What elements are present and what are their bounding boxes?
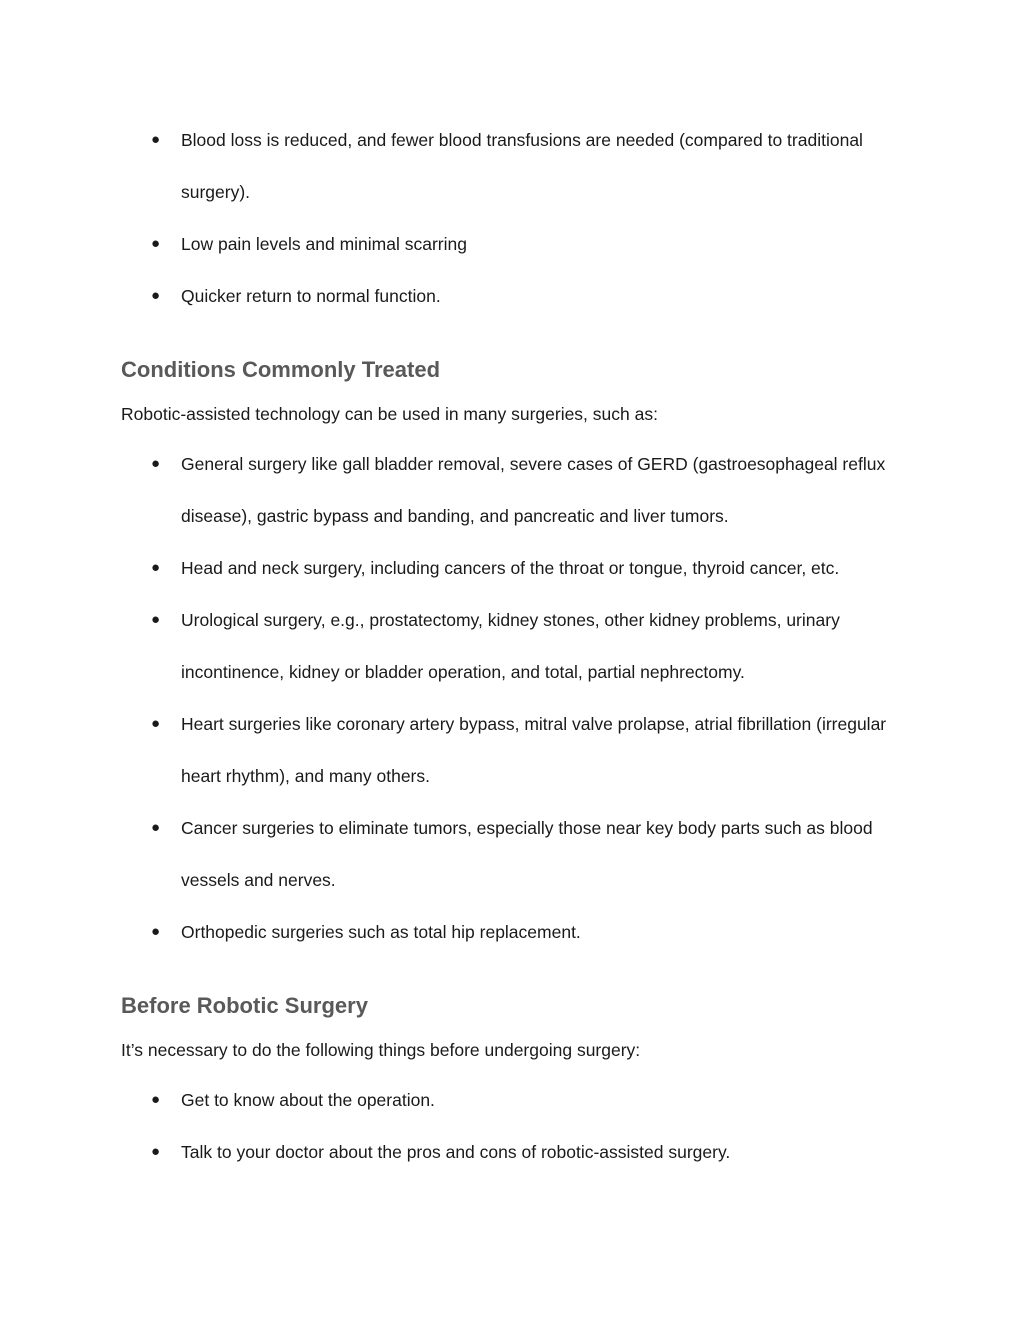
bullet-icon: ● <box>151 1091 161 1108</box>
list-item-text: Urological surgery, e.g., prostatectomy, kidney stones, other kidney problems, urinary incontinence, kidney or bladder operation, and total, partial nephrectomy. <box>181 610 840 682</box>
list-item-text: Blood loss is reduced, and fewer blood transfusions are needed (compared to traditional surgery). <box>181 130 863 202</box>
bullet-icon: ● <box>151 559 161 576</box>
list-item <box>121 218 911 270</box>
list-item-text: Head and neck surgery, including cancers of the throat or tongue, thyroid cancer, etc. <box>181 558 840 578</box>
bullet-icon: ● <box>151 923 161 940</box>
list-item-text: Orthopedic surgeries such as total hip replacement. <box>181 922 581 942</box>
bullet-icon: ● <box>151 235 161 252</box>
page-content <box>121 114 911 1178</box>
list-item <box>121 906 911 958</box>
list-item <box>121 1074 911 1126</box>
list-item <box>121 270 911 322</box>
conditions-heading: Conditions Commonly Treated <box>121 357 441 382</box>
before-heading: Before Robotic Surgery <box>121 993 368 1018</box>
list-item <box>121 698 911 802</box>
list-item <box>121 438 911 542</box>
bullet-icon: ● <box>151 287 161 304</box>
bullet-icon: ● <box>151 131 161 148</box>
benefits-list <box>121 114 911 322</box>
list-item <box>121 1126 911 1178</box>
bullet-icon: ● <box>151 819 161 836</box>
list-item <box>121 542 911 594</box>
bullet-icon: ● <box>151 455 161 472</box>
list-item-text: Heart surgeries like coronary artery bypass, mitral valve prolapse, atrial fibrillation (irregular heart rhythm), and many others. <box>181 714 887 786</box>
conditions-list <box>121 438 911 958</box>
conditions-intro: Robotic-assisted technology can be used in many surgeries, such as: <box>121 404 658 424</box>
bullet-icon: ● <box>151 715 161 732</box>
list-item-text: Cancer surgeries to eliminate tumors, especially those near key body parts such as blood vessels and nerves. <box>181 818 873 890</box>
bullet-icon: ● <box>151 611 161 628</box>
list-item-text: Talk to your doctor about the pros and cons of robotic-assisted surgery. <box>181 1142 731 1162</box>
list-item-text: Get to know about the operation. <box>181 1090 435 1110</box>
bullet-icon: ● <box>151 1143 161 1160</box>
list-item-text: Low pain levels and minimal scarring <box>181 234 467 254</box>
list-item-text: General surgery like gall bladder removal, severe cases of GERD (gastroesophageal reflux disease), gastric bypass and banding, and pancreatic and liver tumors. <box>181 454 886 526</box>
before-intro: It’s necessary to do the following things before undergoing surgery: <box>121 1040 641 1060</box>
list-item-text: Quicker return to normal function. <box>181 286 441 306</box>
list-item <box>121 594 911 698</box>
list-item <box>121 802 911 906</box>
before-list <box>121 1074 911 1178</box>
list-item <box>121 114 911 218</box>
